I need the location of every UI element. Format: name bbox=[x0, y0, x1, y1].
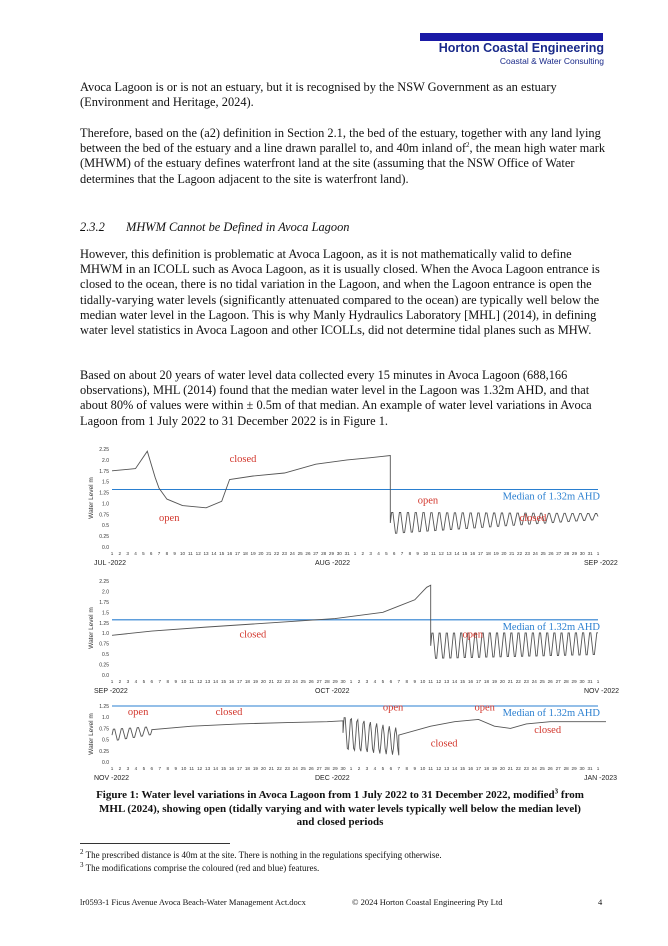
x-tick-label: 25 bbox=[300, 679, 306, 684]
x-tick-label: 26 bbox=[548, 551, 554, 556]
x-tick-label: 21 bbox=[266, 551, 272, 556]
annotation-open: open bbox=[159, 512, 180, 524]
month-label: SEP -2022 bbox=[584, 560, 618, 567]
footnote-number: 3 bbox=[80, 861, 84, 869]
x-tick-label: 2 bbox=[357, 679, 361, 684]
water-level-series bbox=[112, 718, 606, 756]
x-tick-label: 13 bbox=[446, 551, 452, 556]
x-tick-label: 8 bbox=[165, 551, 169, 556]
x-tick-label: 22 bbox=[517, 551, 523, 556]
x-tick-label: 31 bbox=[587, 766, 593, 771]
y-tick-label: 0.0 bbox=[102, 760, 109, 766]
x-tick-label: 21 bbox=[507, 679, 513, 684]
paragraph-waterfront bbox=[80, 126, 608, 187]
month-label: AUG -2022 bbox=[315, 560, 351, 567]
x-tick-label: 29 bbox=[571, 679, 577, 684]
x-tick-label: 22 bbox=[515, 766, 521, 771]
x-tick-label: 16 bbox=[228, 766, 235, 771]
annotation-open: open bbox=[462, 629, 483, 641]
x-tick-label: 17 bbox=[477, 551, 483, 556]
x-tick-label: 18 bbox=[483, 679, 490, 684]
x-tick-label: 1 bbox=[596, 766, 600, 771]
x-tick-label: 11 bbox=[189, 679, 195, 684]
x-tick-label: 24 bbox=[292, 679, 298, 684]
x-tick-label: 19 bbox=[252, 766, 258, 771]
paragraph-text: Therefore, based on the (a2) definition in Section 2.1, the bed of the estuary, together with any land lying between the bed of the estuary and a line drawn parallel to, and 40m inland of bbox=[80, 126, 601, 156]
x-tick-label: 3 bbox=[369, 551, 372, 556]
x-tick-label: 23 bbox=[284, 679, 290, 684]
y-tick-label: 2.0 bbox=[102, 589, 109, 596]
median-label: Median of 1.32m AHD bbox=[502, 621, 600, 633]
water-level-chart-sep-oct bbox=[86, 575, 620, 703]
x-tick-label: 29 bbox=[332, 679, 338, 684]
x-tick-label: 24 bbox=[289, 551, 295, 556]
x-tick-label: 28 bbox=[324, 679, 330, 684]
x-tick-label: 14 bbox=[454, 551, 460, 556]
y-tick-label: 0.5 bbox=[102, 523, 109, 530]
x-tick-label: 22 bbox=[276, 679, 282, 684]
x-tick-label: 3 bbox=[365, 679, 369, 684]
x-tick-label: 10 bbox=[181, 766, 187, 771]
y-tick-label: 2.25 bbox=[99, 579, 109, 585]
y-tick-label: 0.0 bbox=[102, 545, 109, 551]
annotation-closed: closed bbox=[534, 724, 562, 736]
x-tick-label: 2 bbox=[118, 679, 122, 684]
month-label: SEP -2022 bbox=[94, 688, 128, 695]
x-tick-label: 15 bbox=[220, 766, 227, 771]
x-tick-label: 12 bbox=[436, 679, 442, 684]
y-tick-label: 0.5 bbox=[102, 737, 109, 744]
x-tick-label: 30 bbox=[579, 679, 585, 684]
y-tick-label: 1.75 bbox=[99, 599, 109, 606]
section-heading bbox=[80, 220, 349, 235]
x-tick-label: 29 bbox=[332, 766, 338, 771]
x-tick-label: 19 bbox=[491, 679, 497, 684]
annotation-closed: closed bbox=[519, 512, 547, 524]
x-tick-label: 7 bbox=[158, 679, 162, 684]
y-axis-label: Water Level m bbox=[88, 607, 95, 649]
month-label: OCT -2022 bbox=[315, 688, 350, 695]
x-tick-label: 2 bbox=[118, 766, 122, 771]
x-tick-label: 4 bbox=[134, 551, 137, 556]
x-tick-label: 4 bbox=[134, 679, 138, 684]
section-title: MHWM Cannot be Defined in Avoca Lagoon bbox=[126, 220, 350, 234]
caption-text: Figure 1: Water level variations in Avoca Lagoon from 1 July 2022 to 31 December 2022, modified bbox=[96, 789, 555, 801]
x-tick-label: 9 bbox=[174, 766, 178, 771]
x-tick-label: 14 bbox=[213, 679, 219, 684]
annotation-open: open bbox=[474, 702, 495, 714]
x-tick-label: 4 bbox=[373, 766, 377, 771]
x-tick-label: 4 bbox=[373, 679, 377, 684]
footnote-ref: 2 bbox=[466, 141, 470, 150]
x-tick-label: 1 bbox=[353, 551, 357, 556]
x-tick-label: 1 bbox=[596, 679, 600, 684]
caption-text: from MHL (2024), showing open (tidally varying and with water levels typically well below the median level) and closed periods bbox=[99, 789, 584, 828]
x-tick-label: 5 bbox=[142, 551, 145, 556]
x-tick-label: 1 bbox=[349, 679, 353, 684]
x-tick-label: 1 bbox=[110, 766, 114, 771]
x-tick-label: 12 bbox=[436, 766, 442, 771]
x-tick-label: 13 bbox=[444, 766, 450, 771]
x-tick-label: 14 bbox=[211, 551, 217, 556]
footer-doc-name: lr0593-1 Ficus Avenue Avoca Beach-Water Management Act.docx bbox=[80, 897, 306, 907]
x-tick-label: 23 bbox=[281, 551, 288, 556]
x-tick-label: 28 bbox=[564, 551, 570, 556]
month-label: JUL -2022 bbox=[94, 560, 127, 567]
x-tick-label: 10 bbox=[420, 766, 426, 771]
x-tick-label: 9 bbox=[413, 679, 417, 684]
x-tick-label: 21 bbox=[507, 766, 513, 771]
x-tick-label: 25 bbox=[539, 679, 545, 684]
x-tick-label: 20 bbox=[501, 551, 507, 556]
x-tick-label: 17 bbox=[475, 679, 482, 684]
x-tick-label: 2 bbox=[118, 551, 122, 556]
y-axis-label: Water Level m bbox=[88, 477, 95, 519]
x-tick-label: 12 bbox=[197, 679, 203, 684]
x-tick-label: 10 bbox=[179, 551, 186, 556]
x-tick-label: 25 bbox=[300, 766, 306, 771]
x-tick-label: 27 bbox=[316, 766, 322, 771]
x-tick-label: 25 bbox=[539, 766, 545, 771]
company-tagline: Coastal & Water Consulting bbox=[499, 56, 604, 66]
x-tick-label: 2 bbox=[361, 551, 365, 556]
x-tick-label: 14 bbox=[452, 679, 458, 684]
x-tick-label: 14 bbox=[452, 766, 458, 771]
x-tick-label: 13 bbox=[203, 551, 209, 556]
x-tick-label: 8 bbox=[405, 679, 409, 684]
x-tick-label: 22 bbox=[274, 551, 280, 556]
y-tick-label: 0.25 bbox=[99, 662, 109, 669]
x-tick-label: 15 bbox=[459, 679, 466, 684]
x-tick-label: 25 bbox=[540, 551, 546, 556]
y-tick-label: 1.25 bbox=[99, 620, 109, 627]
x-tick-label: 11 bbox=[428, 766, 434, 771]
x-tick-label: 4 bbox=[134, 766, 138, 771]
x-tick-label: 15 bbox=[219, 551, 225, 556]
x-tick-label: 27 bbox=[555, 679, 561, 684]
x-tick-label: 11 bbox=[430, 551, 436, 556]
x-tick-label: 16 bbox=[467, 766, 474, 771]
x-tick-label: 20 bbox=[258, 551, 264, 556]
x-tick-label: 12 bbox=[438, 551, 444, 556]
y-axis-label: Water Level m bbox=[88, 713, 95, 755]
x-tick-label: 16 bbox=[470, 551, 476, 556]
x-tick-label: 26 bbox=[547, 766, 553, 771]
x-tick-label: 5 bbox=[142, 766, 146, 771]
x-tick-label: 25 bbox=[297, 551, 303, 556]
x-tick-label: 3 bbox=[126, 551, 129, 556]
x-tick-label: 27 bbox=[555, 766, 561, 771]
y-tick-label: 1.75 bbox=[99, 468, 109, 475]
x-tick-label: 7 bbox=[157, 551, 161, 556]
annotation-open: open bbox=[127, 706, 149, 718]
x-tick-label: 20 bbox=[499, 679, 505, 684]
x-tick-label: 13 bbox=[205, 679, 211, 684]
x-tick-label: 20 bbox=[260, 766, 266, 771]
x-tick-label: 18 bbox=[483, 766, 490, 771]
x-tick-label: 9 bbox=[413, 766, 417, 771]
company-name: Horton Coastal Engineering bbox=[438, 41, 604, 55]
x-tick-label: 5 bbox=[381, 679, 385, 684]
x-tick-label: 3 bbox=[126, 766, 130, 771]
y-tick-label: 1.5 bbox=[102, 610, 109, 617]
x-tick-label: 28 bbox=[563, 766, 569, 771]
y-tick-label: 0.75 bbox=[99, 726, 109, 733]
x-tick-label: 15 bbox=[459, 766, 466, 771]
x-tick-label: 13 bbox=[444, 679, 450, 684]
x-tick-label: 24 bbox=[292, 766, 298, 771]
x-tick-label: 28 bbox=[563, 679, 569, 684]
x-tick-label: 6 bbox=[149, 551, 153, 556]
y-tick-label: 1.25 bbox=[99, 704, 109, 710]
x-tick-label: 7 bbox=[397, 766, 401, 771]
x-tick-label: 19 bbox=[491, 766, 497, 771]
footnote-text: The modifications comprise the coloured (red and blue) features. bbox=[83, 863, 320, 873]
x-tick-label: 1 bbox=[110, 551, 114, 556]
x-tick-label: 16 bbox=[467, 679, 474, 684]
x-tick-label: 3 bbox=[365, 766, 369, 771]
x-tick-label: 26 bbox=[308, 679, 314, 684]
y-tick-label: 0.5 bbox=[102, 652, 109, 659]
x-tick-label: 1 bbox=[596, 551, 600, 556]
x-tick-label: 9 bbox=[174, 679, 178, 684]
x-tick-label: 31 bbox=[344, 551, 350, 556]
annotation-closed: closed bbox=[239, 629, 267, 641]
x-tick-label: 23 bbox=[284, 766, 290, 771]
x-tick-label: 26 bbox=[305, 551, 311, 556]
x-tick-label: 3 bbox=[126, 679, 130, 684]
x-tick-label: 12 bbox=[195, 551, 201, 556]
y-tick-label: 0.25 bbox=[99, 748, 109, 755]
x-tick-label: 15 bbox=[462, 551, 468, 556]
paragraph-data: Based on about 20 years of water level data collected every 15 minutes in Avoca Lagoon (688,166 observations), MHL (2014) found that the median water level in the Lagoon was 1.32m AHD, and that about 80% of values were within ± 0.5m of that median. An example of water level variations in Avoca Lagoon from 1 July 2022 to 31 December 2022 is in Figure 1. bbox=[80, 368, 592, 428]
month-label: NOV -2022 bbox=[584, 688, 620, 695]
x-tick-label: 5 bbox=[385, 551, 388, 556]
y-tick-label: 1.25 bbox=[99, 490, 109, 497]
footnote-divider bbox=[80, 843, 230, 844]
x-tick-label: 20 bbox=[260, 679, 266, 684]
footer-copyright: © 2024 Horton Coastal Engineering Pty Ltd bbox=[352, 897, 503, 907]
x-tick-label: 8 bbox=[405, 766, 409, 771]
x-tick-label: 24 bbox=[531, 766, 537, 771]
y-tick-label: 1.0 bbox=[102, 715, 109, 722]
x-tick-label: 11 bbox=[189, 766, 195, 771]
x-tick-label: 9 bbox=[416, 551, 419, 556]
median-label: Median of 1.32m AHD bbox=[502, 708, 600, 719]
header-bar bbox=[420, 33, 603, 41]
x-tick-label: 10 bbox=[181, 679, 187, 684]
x-tick-label: 20 bbox=[499, 766, 505, 771]
x-tick-label: 18 bbox=[242, 551, 248, 556]
x-tick-label: 24 bbox=[531, 679, 537, 684]
x-tick-label: 16 bbox=[227, 551, 233, 556]
x-tick-label: 6 bbox=[150, 679, 154, 684]
x-tick-label: 29 bbox=[328, 551, 335, 556]
footnote-ref: 3 bbox=[554, 787, 559, 796]
x-tick-label: 31 bbox=[587, 679, 593, 684]
annotation-open: open bbox=[382, 702, 404, 714]
x-tick-label: 5 bbox=[381, 766, 385, 771]
section-number: 2.3.2 bbox=[80, 220, 105, 234]
x-tick-label: 26 bbox=[547, 679, 553, 684]
x-tick-label: 6 bbox=[389, 679, 393, 684]
x-tick-label: 21 bbox=[509, 551, 515, 556]
paragraph-text: , the mean high water mark (MHWM) of the estuary defines waterfront land at the site (assuming that the NSW Office of Water determines that the Lagoon adjacent to the site is waterfront land). bbox=[80, 141, 606, 186]
x-tick-label: 18 bbox=[244, 766, 251, 771]
y-tick-label: 0.75 bbox=[99, 512, 109, 519]
x-tick-label: 4 bbox=[377, 551, 380, 556]
x-tick-label: 30 bbox=[579, 551, 585, 556]
x-tick-label: 14 bbox=[213, 766, 219, 771]
x-tick-label: 2 bbox=[357, 766, 361, 771]
y-tick-label: 2.0 bbox=[102, 457, 109, 464]
x-tick-label: 24 bbox=[532, 551, 538, 556]
footnote-text: The prescribed distance is 40m at the site. There is nothing in the regulations specifying otherwise. bbox=[83, 850, 442, 860]
x-tick-label: 13 bbox=[205, 766, 211, 771]
annotation-open: open bbox=[417, 495, 439, 507]
y-tick-label: 0.0 bbox=[102, 673, 109, 679]
annotation-closed: closed bbox=[430, 738, 458, 750]
x-tick-label: 30 bbox=[340, 679, 346, 684]
x-tick-label: 17 bbox=[236, 679, 243, 684]
x-tick-label: 8 bbox=[166, 766, 170, 771]
x-tick-label: 6 bbox=[150, 766, 154, 771]
x-tick-label: 30 bbox=[336, 551, 342, 556]
x-tick-label: 16 bbox=[228, 679, 235, 684]
x-tick-label: 10 bbox=[420, 679, 426, 684]
x-tick-label: 8 bbox=[166, 679, 170, 684]
x-tick-label: 23 bbox=[523, 766, 529, 771]
x-tick-label: 30 bbox=[579, 766, 585, 771]
x-tick-label: 27 bbox=[316, 679, 322, 684]
footnote-2 bbox=[80, 850, 442, 860]
x-tick-label: 21 bbox=[268, 766, 274, 771]
annotation-closed: closed bbox=[229, 454, 257, 466]
paragraph-problem: However, this definition is problematic at Avoca Lagoon, as it is not mathematically valid to define MHWM in an ICOLL such as Avoca Lagoon, as it is usually closed. When the Avoca Lagoon entrance is closed to the ocean, there is no tidal variation in the Lagoon, and when the Lagoon entrance is open the tidally-varying water levels (significantly attenuated compared to the ocean) are typically well below the median water level in the Lagoon. This is why Manly Hydraulics Laboratory [MHL] (2014), in defining water level statistics in Avoca Lagoon and other ICOLLs, did not determine tidal planes such as MHW. bbox=[80, 247, 600, 338]
x-tick-label: 11 bbox=[187, 551, 193, 556]
x-tick-label: 27 bbox=[556, 551, 562, 556]
annotation-closed: closed bbox=[215, 706, 243, 718]
x-tick-label: 6 bbox=[389, 766, 393, 771]
y-tick-label: 0.25 bbox=[99, 534, 109, 541]
y-tick-label: 1.0 bbox=[102, 631, 109, 638]
y-tick-label: 1.0 bbox=[102, 501, 109, 508]
x-tick-label: 19 bbox=[250, 551, 256, 556]
x-tick-label: 12 bbox=[197, 766, 203, 771]
x-tick-label: 7 bbox=[158, 766, 162, 771]
x-tick-label: 29 bbox=[571, 551, 578, 556]
month-label: NOV -2022 bbox=[94, 775, 130, 782]
y-tick-label: 2.25 bbox=[99, 447, 109, 453]
x-tick-label: 22 bbox=[276, 766, 282, 771]
x-tick-label: 17 bbox=[236, 766, 243, 771]
x-tick-label: 27 bbox=[313, 551, 319, 556]
x-tick-label: 10 bbox=[422, 551, 429, 556]
x-tick-label: 19 bbox=[493, 551, 499, 556]
x-tick-label: 31 bbox=[587, 551, 593, 556]
x-tick-label: 17 bbox=[234, 551, 240, 556]
x-tick-label: 1 bbox=[110, 679, 114, 684]
x-tick-label: 18 bbox=[485, 551, 491, 556]
x-tick-label: 26 bbox=[308, 766, 314, 771]
x-tick-label: 22 bbox=[515, 679, 521, 684]
x-tick-label: 28 bbox=[321, 551, 327, 556]
x-tick-label: 9 bbox=[173, 551, 176, 556]
footnote-3 bbox=[80, 863, 319, 873]
x-tick-label: 7 bbox=[397, 679, 401, 684]
y-tick-label: 1.5 bbox=[102, 479, 109, 486]
month-label: JAN -2023 bbox=[584, 775, 618, 782]
x-tick-label: 19 bbox=[252, 679, 258, 684]
x-tick-label: 18 bbox=[244, 679, 251, 684]
y-tick-label: 0.75 bbox=[99, 641, 109, 648]
page-number: 4 bbox=[598, 897, 603, 907]
x-tick-label: 17 bbox=[475, 766, 482, 771]
x-tick-label: 5 bbox=[142, 679, 146, 684]
month-label: DEC -2022 bbox=[315, 775, 350, 782]
x-tick-label: 8 bbox=[408, 551, 412, 556]
x-tick-label: 15 bbox=[220, 679, 227, 684]
water-level-chart-nov-dec bbox=[86, 700, 618, 784]
figure-caption bbox=[90, 789, 590, 830]
footnote-number: 2 bbox=[80, 848, 84, 856]
x-tick-label: 11 bbox=[428, 679, 434, 684]
x-tick-label: 7 bbox=[400, 551, 404, 556]
x-tick-label: 29 bbox=[571, 766, 577, 771]
x-tick-label: 21 bbox=[268, 679, 274, 684]
x-tick-label: 23 bbox=[523, 679, 529, 684]
x-tick-label: 6 bbox=[392, 551, 396, 556]
x-tick-label: 23 bbox=[524, 551, 531, 556]
x-tick-label: 1 bbox=[349, 766, 353, 771]
x-tick-label: 30 bbox=[340, 766, 346, 771]
x-tick-label: 28 bbox=[324, 766, 330, 771]
median-label: Median of 1.32m AHD bbox=[502, 491, 600, 503]
paragraph-estuary: Avoca Lagoon is or is not an estuary, but it is recognised by the NSW Government as an estuary (Environment and Heritage, 2024). bbox=[80, 80, 557, 110]
water-level-chart-jul-aug bbox=[86, 443, 618, 571]
